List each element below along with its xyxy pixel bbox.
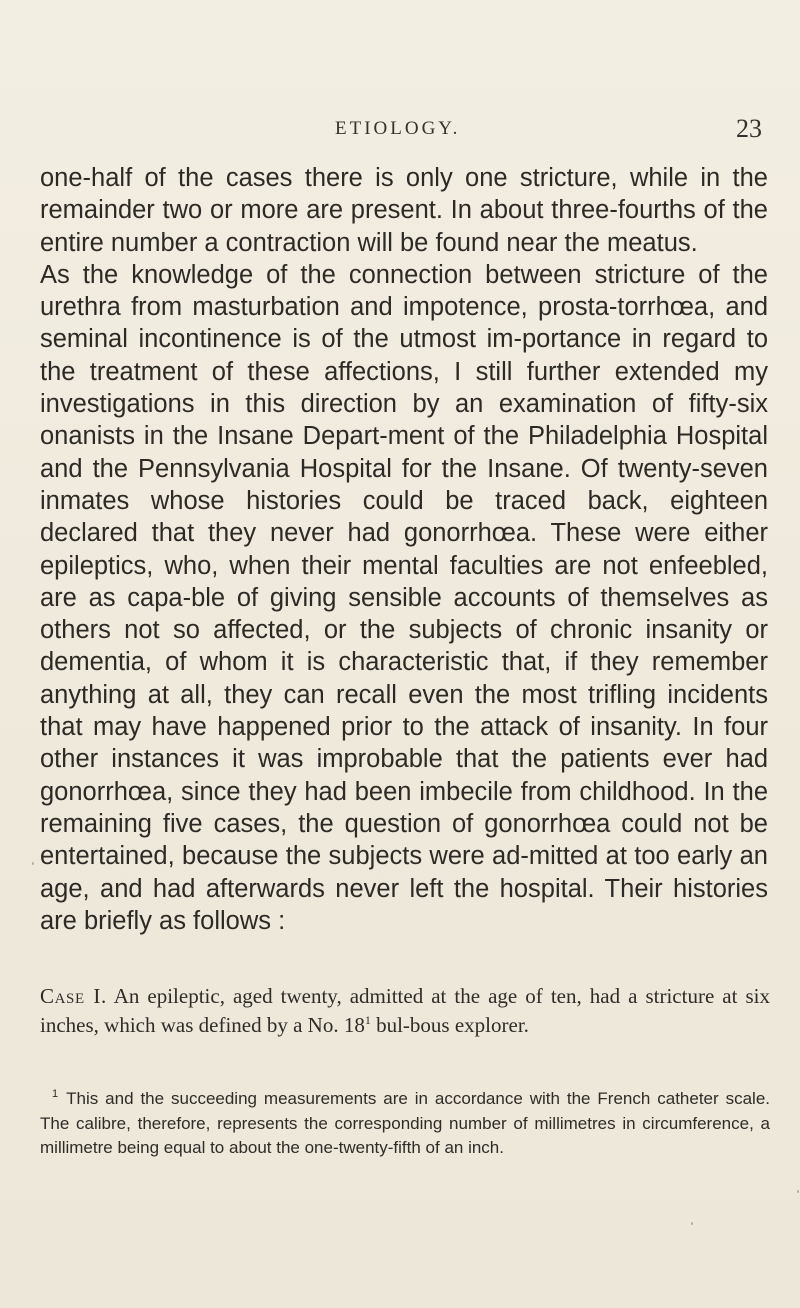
page-number: 23 <box>736 114 762 143</box>
case-report <box>40 982 770 1040</box>
paragraph-investigation: As the knowledge of the connection between stricture of the urethra from masturbation and impotence, prosta-torrhœa, and seminal incontinence is of the utmost im-portance in regard to the treatment of these affections, I still further extended my investigations in this direction by an examination of fifty-six onanists in the Insane Depart-ment of the Philadelphia Hospital and the Pennsylvania Hospital for the Insane. Of twenty-seven inmates whose histories could be traced back, eighteen declared that they never had gonorrhœa. These were either epileptics, who, when their mental faculties are not enfeebled, are as capa-ble of giving sensible accounts of themselves as others not so affected, or the subjects of chronic insanity or dementia, of whom it is characteristic that, if they remember anything at all, they can recall even the most trifling incidents that may have happened prior to the attack of insanity. In four other instances it was improbable that the patients ever had gonorrhœa, since they had been imbecile from childhood. In the remaining five cases, the question of gonorrhœa could not be entertained, because the subjects were ad-mitted at too early an age, and had afterwards never left the hospital. Their histories are briefly as follows : <box>40 260 768 935</box>
footnote <box>40 1087 770 1161</box>
paper-speck <box>32 862 34 865</box>
footnote-text: This and the succeeding measurements are in accordance with the French catheter scale. The calibre, therefore, represents the corresponding number of millimetres in circumference, a millimetre being equal to about the one-twenty-fifth of an inch. <box>40 1089 770 1157</box>
case-text-before-note: An epileptic, aged twenty, admitted at the age of ten, had a stricture at six inches, which was defined by a No. 18 <box>40 984 770 1037</box>
running-head <box>0 114 800 148</box>
case-text-after-note: bul-bous explorer. <box>370 1013 529 1037</box>
paragraph-continuation: one-half of the cases there is only one stricture, while in the remainder two or more are present. In about three-fourths of the entire number a contraction will be found near the meatus. <box>40 164 768 257</box>
footnote-marker: 1 <box>52 1088 59 1101</box>
case-label: Case I. <box>40 984 107 1008</box>
paper-speck <box>691 1222 693 1225</box>
footnote-reference: 1 <box>364 1013 371 1027</box>
body-text <box>40 162 768 937</box>
running-title: ETIOLOGY. <box>335 118 461 139</box>
paper-speck <box>797 1190 799 1193</box>
